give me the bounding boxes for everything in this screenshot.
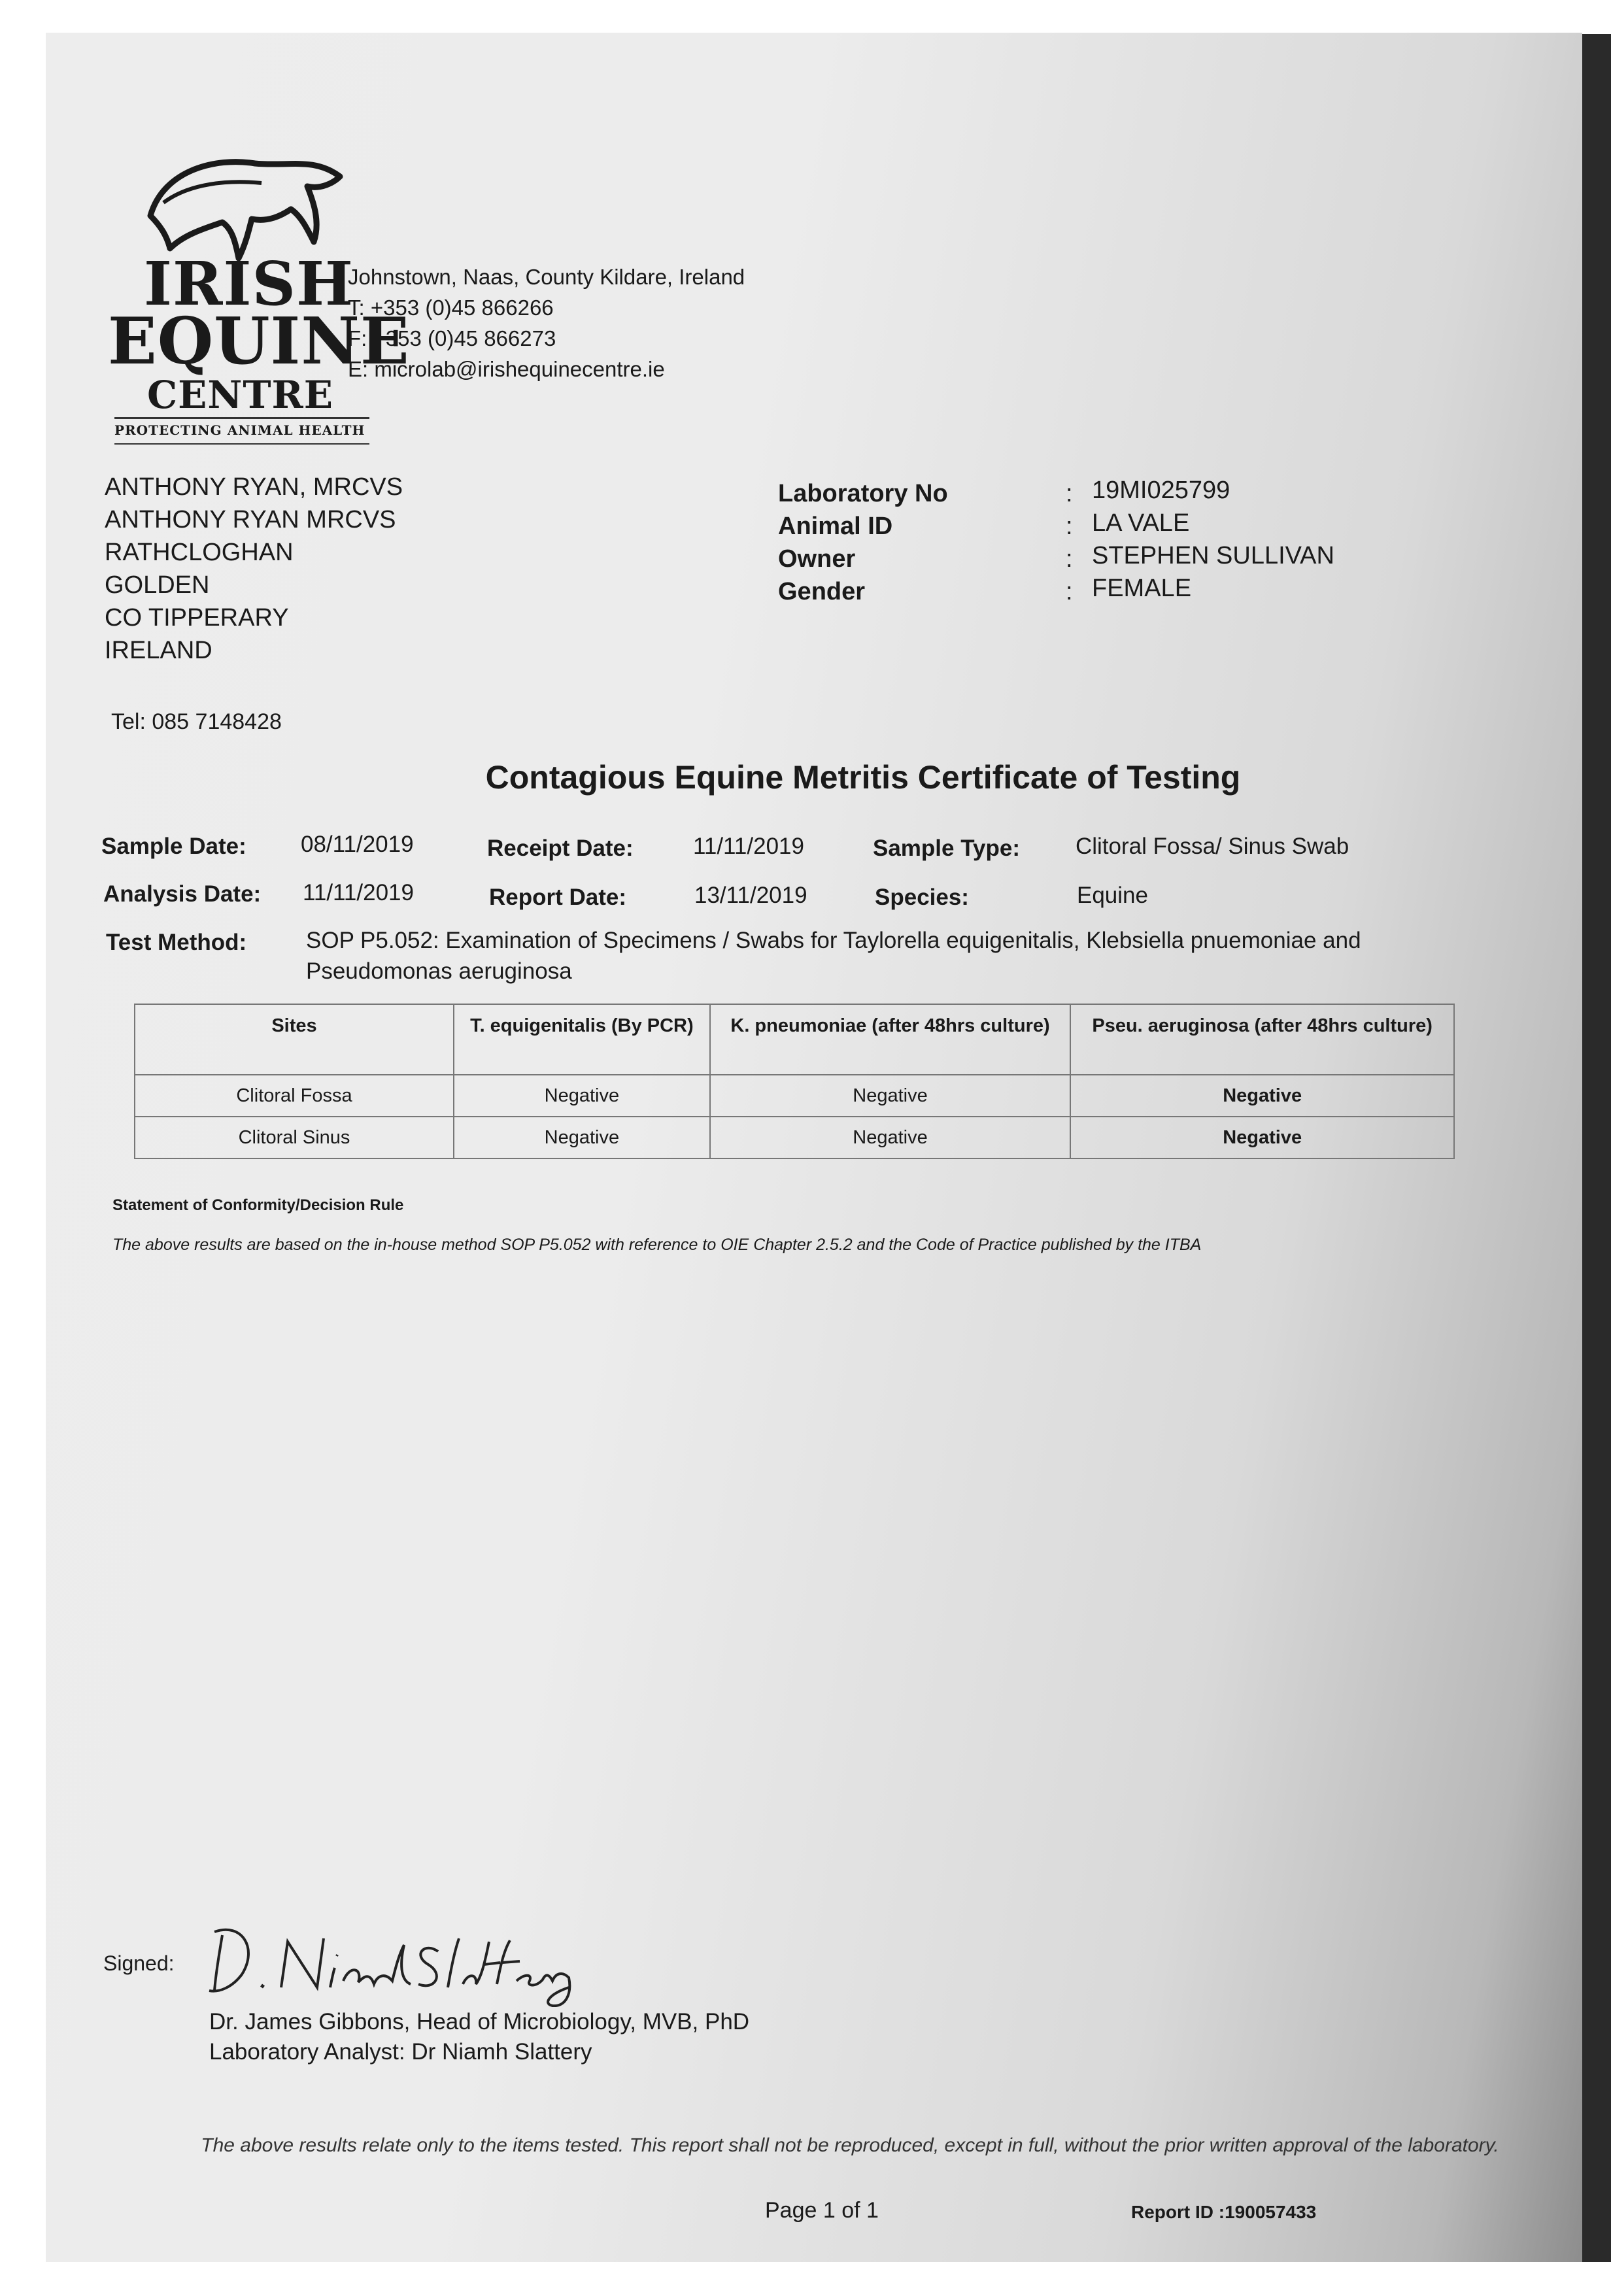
lab-address: Johnstown, Naas, County Kildare, Ireland: [348, 265, 745, 289]
result-cell: Negative: [454, 1117, 710, 1158]
report-date-label: Report Date:: [489, 885, 627, 910]
result-cell: Negative: [1070, 1117, 1454, 1158]
animal-id-value: LA VALE: [1092, 509, 1190, 537]
sample-date-value: 08/11/2019: [301, 832, 414, 857]
logo-divider: [114, 443, 369, 445]
result-cell: Negative: [710, 1117, 1071, 1158]
colon-separator: :: [1066, 545, 1073, 573]
lab-phone: T: +353 (0)45 866266: [348, 295, 554, 320]
client-address-line: CO TIPPERARY: [105, 604, 289, 632]
colon-separator: :: [1066, 513, 1073, 540]
logo-tagline: PROTECTING ANIMAL HEALTH: [114, 422, 365, 438]
results-header-row: [135, 1004, 1454, 1075]
disclaimer: The above results relate only to the items tested. This report shall not be reproduced, except in full, without the prior written approval of the laboratory.: [201, 2135, 1499, 2156]
site-cell: Clitoral Sinus: [135, 1117, 454, 1158]
owner-value: STEPHEN SULLIVAN: [1092, 542, 1334, 569]
details-colons: [1066, 477, 1073, 608]
site-cell: Clitoral Fossa: [135, 1075, 454, 1117]
logo-text-centre: CENTRE: [147, 373, 333, 417]
certificate-page: [46, 33, 1582, 2262]
results-table: [134, 1004, 1455, 1159]
result-cell: Negative: [1070, 1075, 1454, 1117]
colon-separator: :: [1066, 480, 1073, 507]
animal-id-label: Animal ID: [778, 513, 893, 540]
column-header: K. pneumoniae (after 48hrs culture): [710, 1004, 1071, 1075]
client-address-line: GOLDEN: [105, 571, 210, 599]
sample-type-value: Clitoral Fossa/ Sinus Swab: [1076, 834, 1349, 859]
client-address-line: RATHCLOGHAN: [105, 539, 294, 566]
report-id: Report ID :190057433: [1131, 2202, 1317, 2222]
scan-border-bottom: [0, 2262, 1611, 2296]
lab-fax: F: +353 (0)45 866273: [348, 326, 556, 350]
lab-contact: [348, 262, 745, 384]
result-cell: Negative: [710, 1075, 1071, 1117]
report-date-value: 13/11/2019: [694, 883, 807, 908]
test-method-value: SOP P5.052: Examination of Specimens / Swabs for Taylorella equigenitalis, Klebsiella pnuemoniae and Pseudomonas aeruginosa: [306, 928, 1361, 984]
client-tel: Tel: 085 7148428: [111, 709, 282, 734]
column-header: Pseu. aeruginosa (after 48hrs culture): [1070, 1004, 1454, 1075]
sample-type-label: Sample Type:: [873, 836, 1020, 861]
signed-label: Signed:: [103, 1951, 175, 1975]
result-cell: Negative: [454, 1075, 710, 1117]
species-label: Species:: [875, 885, 969, 910]
client-address-line: ANTHONY RYAN, MRCVS: [105, 473, 403, 501]
page-number: Page 1 of 1: [765, 2198, 879, 2223]
laboratory-no-label: Laboratory No: [778, 480, 948, 507]
table-row: [135, 1075, 1454, 1117]
handwritten-signature: [203, 1916, 595, 2007]
gender-label: Gender: [778, 578, 866, 605]
receipt-date-label: Receipt Date:: [487, 836, 634, 861]
lab-email: E: microlab@irishequinecentre.ie: [348, 357, 665, 381]
scan-border-left: [0, 0, 47, 2296]
test-method-label: Test Method:: [106, 930, 247, 955]
details-values: [1092, 474, 1334, 605]
client-address-line: IRELAND: [105, 637, 212, 664]
logo-text-irish: IRISH: [144, 248, 354, 319]
signatories: [209, 2007, 749, 2067]
analysis-date-value: 11/11/2019: [303, 880, 414, 905]
colon-separator: :: [1066, 578, 1073, 605]
certificate-title: Contagious Equine Metritis Certificate of Testing: [485, 759, 1241, 796]
logo-divider: [114, 417, 369, 419]
signer-analyst: Laboratory Analyst: Dr Niamh Slattery: [209, 2039, 592, 2065]
gender-value: FEMALE: [1092, 575, 1192, 602]
scan-border-top: [0, 0, 1611, 34]
laboratory-no-value: 19MI025799: [1092, 477, 1230, 504]
column-header: Sites: [135, 1004, 454, 1075]
species-value: Equine: [1077, 883, 1148, 908]
analysis-date-label: Analysis Date:: [103, 881, 262, 907]
details-labels: [778, 477, 948, 608]
client-address: [105, 471, 403, 667]
table-row: [135, 1117, 1454, 1158]
statement-body: The above results are based on the in-house method SOP P5.052 with reference to OIE Chapter 2.5.2 and the Code of Practice published by the ITBA: [112, 1236, 1202, 1254]
logo-text-equine: EQUINE: [108, 304, 410, 379]
column-header: T. equigenitalis (By PCR): [454, 1004, 710, 1075]
owner-label: Owner: [778, 545, 856, 573]
sample-date-label: Sample Date:: [101, 834, 246, 859]
client-address-line: ANTHONY RYAN MRCVS: [105, 506, 396, 533]
statement-heading: Statement of Conformity/Decision Rule: [112, 1196, 404, 1214]
signer-head: Dr. James Gibbons, Head of Microbiology, MVB, PhD: [209, 2009, 750, 2034]
receipt-date-value: 11/11/2019: [693, 834, 804, 859]
